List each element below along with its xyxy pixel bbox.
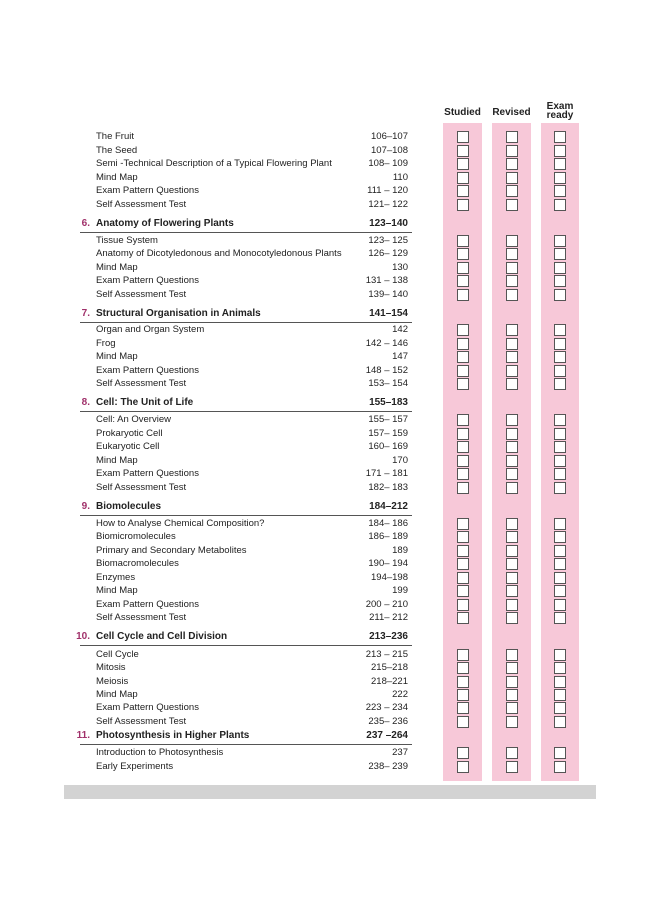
topic-title: Mitosis bbox=[96, 662, 126, 673]
exam-ready-checkbox[interactable] bbox=[554, 172, 566, 184]
page-range: 182– 183 bbox=[368, 482, 408, 493]
exam-ready-checkbox[interactable] bbox=[554, 324, 566, 336]
studied-checkbox[interactable] bbox=[457, 599, 469, 611]
exam-ready-checkbox[interactable] bbox=[554, 572, 566, 584]
exam-ready-column-header: Exam ready bbox=[546, 101, 574, 121]
topic-row bbox=[0, 571, 660, 585]
revised-checkbox[interactable] bbox=[506, 572, 518, 584]
chapter-row bbox=[0, 217, 660, 231]
topic-title: Exam Pattern Questions bbox=[96, 275, 199, 286]
topic-row bbox=[0, 413, 660, 427]
revised-checkbox[interactable] bbox=[506, 585, 518, 597]
page-range: 218–221 bbox=[371, 676, 408, 687]
studied-checkbox[interactable] bbox=[457, 531, 469, 543]
topic-title: Organ and Organ System bbox=[96, 324, 205, 335]
page-range: 139– 140 bbox=[368, 289, 408, 300]
revised-checkbox[interactable] bbox=[506, 262, 518, 274]
revised-checkbox[interactable] bbox=[506, 689, 518, 701]
chapter-title: Cell Cycle and Cell Division bbox=[96, 631, 228, 642]
revised-checkbox[interactable] bbox=[506, 518, 518, 530]
revised-checkbox[interactable] bbox=[506, 414, 518, 426]
page-range: 111 – 120 bbox=[367, 185, 408, 196]
exam-ready-checkbox[interactable] bbox=[554, 199, 566, 211]
studied-checkbox[interactable] bbox=[457, 324, 469, 336]
topic-row bbox=[0, 234, 660, 248]
chapter-title: Cell: The Unit of Life bbox=[96, 397, 194, 408]
studied-checkbox[interactable] bbox=[457, 676, 469, 688]
page-range: 121– 122 bbox=[368, 199, 408, 210]
topic-row bbox=[0, 288, 660, 302]
page-range: 194–198 bbox=[371, 572, 408, 583]
topic-title: Anatomy of Dicotyledonous and Monocotyledonous Plants bbox=[96, 248, 342, 259]
revised-checkbox[interactable] bbox=[506, 145, 518, 157]
chapter-title: Photosynthesis in Higher Plants bbox=[96, 730, 250, 741]
topic-row bbox=[0, 557, 660, 571]
revised-checkbox[interactable] bbox=[506, 248, 518, 260]
chapter-row bbox=[0, 307, 660, 321]
revised-checkbox[interactable] bbox=[506, 702, 518, 714]
topic-row bbox=[0, 688, 660, 702]
revised-checkbox[interactable] bbox=[506, 455, 518, 467]
exam-ready-checkbox[interactable] bbox=[554, 545, 566, 557]
exam-ready-checkbox[interactable] bbox=[554, 662, 566, 674]
exam-ready-checkbox[interactable] bbox=[554, 747, 566, 759]
revised-checkbox[interactable] bbox=[506, 275, 518, 287]
topic-row bbox=[0, 377, 660, 391]
exam-ready-checkbox[interactable] bbox=[554, 235, 566, 247]
topic-title: Enzymes bbox=[96, 572, 136, 583]
page-range: 215–218 bbox=[371, 662, 408, 673]
revised-checkbox[interactable] bbox=[506, 531, 518, 543]
studied-checkbox[interactable] bbox=[457, 289, 469, 301]
topic-title: Biomacromolecules bbox=[96, 558, 179, 569]
revised-column-header: Revised bbox=[492, 107, 531, 118]
page-range: 211– 212 bbox=[369, 612, 408, 623]
topic-row bbox=[0, 584, 660, 598]
chapter-divider bbox=[80, 232, 412, 233]
topic-title: Early Experiments bbox=[96, 761, 174, 772]
page-range: 222 bbox=[392, 689, 408, 700]
exam-ready-checkbox[interactable] bbox=[554, 612, 566, 624]
page-range: 190– 194 bbox=[368, 558, 408, 569]
revised-checkbox[interactable] bbox=[506, 131, 518, 143]
studied-checkbox[interactable] bbox=[457, 131, 469, 143]
page-range: 186– 189 bbox=[368, 531, 408, 542]
page-range: 153– 154 bbox=[368, 378, 408, 389]
studied-checkbox[interactable] bbox=[457, 702, 469, 714]
topic-title: Self Assessment Test bbox=[96, 716, 187, 727]
studied-checkbox[interactable] bbox=[457, 365, 469, 377]
exam-ready-checkbox[interactable] bbox=[554, 248, 566, 260]
page-range: 213 – 215 bbox=[365, 649, 408, 660]
revised-checkbox[interactable] bbox=[506, 378, 518, 390]
revised-checkbox[interactable] bbox=[506, 612, 518, 624]
revised-checkbox[interactable] bbox=[506, 185, 518, 197]
topic-title: Mind Map bbox=[96, 351, 138, 362]
studied-checkbox[interactable] bbox=[457, 158, 469, 170]
revised-checkbox[interactable] bbox=[506, 716, 518, 728]
studied-checkbox[interactable] bbox=[457, 262, 469, 274]
page-range: 171 – 181 bbox=[365, 468, 408, 479]
topic-row bbox=[0, 171, 660, 185]
revised-checkbox[interactable] bbox=[506, 558, 518, 570]
revised-checkbox[interactable] bbox=[506, 172, 518, 184]
topic-title: Biomicromolecules bbox=[96, 531, 176, 542]
exam-ready-checkbox[interactable] bbox=[554, 338, 566, 350]
studied-checkbox[interactable] bbox=[457, 275, 469, 287]
page-range: 148 – 152 bbox=[365, 365, 408, 376]
studied-checkbox[interactable] bbox=[457, 689, 469, 701]
revised-checkbox[interactable] bbox=[506, 351, 518, 363]
topic-row bbox=[0, 274, 660, 288]
topic-row bbox=[0, 530, 660, 544]
page-range: 223 – 234 bbox=[365, 702, 408, 713]
footer-bar bbox=[64, 785, 596, 799]
topic-title: Mind Map bbox=[96, 262, 138, 273]
topic-row bbox=[0, 323, 660, 337]
exam-ready-checkbox[interactable] bbox=[554, 518, 566, 530]
topic-row bbox=[0, 427, 660, 441]
page-range: 106–107 bbox=[371, 131, 408, 142]
page-range: 131 – 138 bbox=[365, 275, 408, 286]
exam-ready-checkbox[interactable] bbox=[554, 428, 566, 440]
page-range: 107–108 bbox=[371, 145, 408, 156]
page-range: 170 bbox=[392, 455, 408, 466]
topic-row bbox=[0, 440, 660, 454]
topic-title: Mind Map bbox=[96, 585, 138, 596]
topic-title: Frog bbox=[96, 338, 116, 349]
studied-checkbox[interactable] bbox=[457, 558, 469, 570]
topic-row bbox=[0, 144, 660, 158]
topic-row bbox=[0, 544, 660, 558]
topic-row bbox=[0, 746, 660, 760]
page-range: 160– 169 bbox=[368, 441, 408, 452]
topic-row bbox=[0, 454, 660, 468]
exam-ready-checkbox[interactable] bbox=[554, 275, 566, 287]
topic-row bbox=[0, 130, 660, 144]
exam-ready-checkbox[interactable] bbox=[554, 585, 566, 597]
exam-ready-checkbox[interactable] bbox=[554, 441, 566, 453]
studied-checkbox[interactable] bbox=[457, 378, 469, 390]
chapter-row bbox=[0, 500, 660, 514]
studied-checkbox[interactable] bbox=[457, 662, 469, 674]
topic-row bbox=[0, 157, 660, 171]
exam-ready-checkbox[interactable] bbox=[554, 716, 566, 728]
studied-checkbox[interactable] bbox=[457, 199, 469, 211]
topic-title: Exam Pattern Questions bbox=[96, 702, 199, 713]
exam-ready-checkbox[interactable] bbox=[554, 378, 566, 390]
page-range: 189 bbox=[392, 545, 408, 556]
revised-checkbox[interactable] bbox=[506, 365, 518, 377]
topic-row bbox=[0, 261, 660, 275]
topic-title: Cell: An Overview bbox=[96, 414, 171, 425]
topic-title: Mind Map bbox=[96, 172, 138, 183]
studied-checkbox[interactable] bbox=[457, 441, 469, 453]
studied-checkbox[interactable] bbox=[457, 747, 469, 759]
exam-ready-checkbox[interactable] bbox=[554, 455, 566, 467]
topic-title: Mind Map bbox=[96, 689, 138, 700]
studied-checkbox[interactable] bbox=[457, 761, 469, 773]
chapter-title: Structural Organisation in Animals bbox=[96, 308, 261, 319]
chapter-row bbox=[0, 396, 660, 410]
topic-row bbox=[0, 760, 660, 774]
studied-checkbox[interactable] bbox=[457, 572, 469, 584]
page-range: 126– 129 bbox=[368, 248, 408, 259]
studied-checkbox[interactable] bbox=[457, 235, 469, 247]
topic-title: Self Assessment Test bbox=[96, 612, 187, 623]
chapter-divider bbox=[80, 515, 412, 516]
studied-checkbox[interactable] bbox=[457, 185, 469, 197]
studied-checkbox[interactable] bbox=[457, 612, 469, 624]
page-range: 184–212 bbox=[369, 501, 408, 512]
topic-title: Eukaryotic Cell bbox=[96, 441, 160, 452]
exam-ready-checkbox[interactable] bbox=[554, 351, 566, 363]
topic-title: Meiosis bbox=[96, 676, 129, 687]
chapter-number: 8. bbox=[81, 397, 90, 408]
revised-checkbox[interactable] bbox=[506, 599, 518, 611]
topic-title: Self Assessment Test bbox=[96, 482, 187, 493]
topic-title: The Fruit bbox=[96, 131, 135, 142]
revised-checkbox[interactable] bbox=[506, 468, 518, 480]
topic-row bbox=[0, 675, 660, 689]
revised-checkbox[interactable] bbox=[506, 662, 518, 674]
studied-checkbox[interactable] bbox=[457, 172, 469, 184]
topic-row bbox=[0, 715, 660, 729]
topic-title: Cell Cycle bbox=[96, 649, 139, 660]
studied-checkbox[interactable] bbox=[457, 351, 469, 363]
exam-ready-checkbox[interactable] bbox=[554, 599, 566, 611]
topic-title: Mind Map bbox=[96, 455, 138, 466]
topic-title: Tissue System bbox=[96, 235, 158, 246]
topic-row bbox=[0, 337, 660, 351]
revised-checkbox[interactable] bbox=[506, 338, 518, 350]
revised-checkbox[interactable] bbox=[506, 649, 518, 661]
page-range: 108– 109 bbox=[368, 158, 408, 169]
exam-ready-checkbox[interactable] bbox=[554, 482, 566, 494]
chapter-divider bbox=[80, 744, 412, 745]
topic-title: Semi -Technical Description of a Typical Flowering Plant bbox=[96, 158, 332, 169]
topic-title: Introduction to Photosynthesis bbox=[96, 747, 224, 758]
topic-title: Primary and Secondary Metabolites bbox=[96, 545, 247, 556]
topic-title: The Seed bbox=[96, 145, 138, 156]
studied-checkbox[interactable] bbox=[457, 716, 469, 728]
studied-column-header: Studied bbox=[444, 107, 481, 118]
revised-checkbox[interactable] bbox=[506, 441, 518, 453]
studied-checkbox[interactable] bbox=[457, 649, 469, 661]
exam-ready-checkbox[interactable] bbox=[554, 531, 566, 543]
exam-ready-checkbox[interactable] bbox=[554, 761, 566, 773]
topic-row bbox=[0, 648, 660, 662]
exam-ready-checkbox[interactable] bbox=[554, 702, 566, 714]
exam-ready-checkbox[interactable] bbox=[554, 131, 566, 143]
topic-row bbox=[0, 701, 660, 715]
chapter-number: 9. bbox=[81, 501, 90, 512]
revised-checkbox[interactable] bbox=[506, 324, 518, 336]
topic-row bbox=[0, 467, 660, 481]
topic-title: Exam Pattern Questions bbox=[96, 365, 199, 376]
chapter-row bbox=[0, 729, 660, 743]
page-range: 142 bbox=[392, 324, 408, 335]
topic-title: Exam Pattern Questions bbox=[96, 468, 199, 479]
page-range: 155–183 bbox=[369, 397, 408, 408]
exam-ready-checkbox[interactable] bbox=[554, 365, 566, 377]
studied-checkbox[interactable] bbox=[457, 585, 469, 597]
page-range: 238– 239 bbox=[368, 761, 408, 772]
revised-checkbox[interactable] bbox=[506, 289, 518, 301]
topic-row bbox=[0, 184, 660, 198]
chapter-title: Anatomy of Flowering Plants bbox=[96, 218, 234, 229]
exam-ready-checkbox[interactable] bbox=[554, 262, 566, 274]
topic-row bbox=[0, 198, 660, 212]
chapter-number: 7. bbox=[81, 308, 90, 319]
exam-ready-checkbox[interactable] bbox=[554, 289, 566, 301]
exam-ready-checkbox[interactable] bbox=[554, 649, 566, 661]
revised-checkbox[interactable] bbox=[506, 199, 518, 211]
page-range: 141–154 bbox=[369, 308, 408, 319]
studied-checkbox[interactable] bbox=[457, 248, 469, 260]
studied-checkbox[interactable] bbox=[457, 145, 469, 157]
chapter-number: 10. bbox=[76, 631, 90, 642]
page-range: 237 bbox=[392, 747, 408, 758]
revised-checkbox[interactable] bbox=[506, 676, 518, 688]
topic-title: Self Assessment Test bbox=[96, 378, 187, 389]
page-range: 199 bbox=[392, 585, 408, 596]
page-range: 200 – 210 bbox=[365, 599, 408, 610]
exam-ready-checkbox[interactable] bbox=[554, 676, 566, 688]
page-range: 213–236 bbox=[369, 631, 408, 642]
page-range: 130 bbox=[392, 262, 408, 273]
page-range: 142 – 146 bbox=[365, 338, 408, 349]
page-range: 157– 159 bbox=[368, 428, 408, 439]
chapter-divider bbox=[80, 411, 412, 412]
page-range: 147 bbox=[392, 351, 408, 362]
studied-checkbox[interactable] bbox=[457, 428, 469, 440]
chapter-row bbox=[0, 630, 660, 644]
page-range: 123–140 bbox=[369, 218, 408, 229]
studied-checkbox[interactable] bbox=[457, 468, 469, 480]
topic-title: How to Analyse Chemical Composition? bbox=[96, 518, 265, 529]
page-range: 110 bbox=[392, 172, 408, 183]
chapter-number: 11. bbox=[76, 730, 90, 741]
studied-checkbox[interactable] bbox=[457, 482, 469, 494]
chapter-divider bbox=[80, 645, 412, 646]
studied-checkbox[interactable] bbox=[457, 455, 469, 467]
page-range: 237 –264 bbox=[366, 730, 408, 741]
exam-ready-checkbox[interactable] bbox=[554, 558, 566, 570]
exam-ready-checkbox[interactable] bbox=[554, 414, 566, 426]
page-range: 155– 157 bbox=[368, 414, 408, 425]
topic-row bbox=[0, 598, 660, 612]
revised-checkbox[interactable] bbox=[506, 428, 518, 440]
revised-checkbox[interactable] bbox=[506, 761, 518, 773]
studied-checkbox[interactable] bbox=[457, 414, 469, 426]
revised-checkbox[interactable] bbox=[506, 545, 518, 557]
studied-checkbox[interactable] bbox=[457, 338, 469, 350]
topic-row bbox=[0, 517, 660, 531]
revised-checkbox[interactable] bbox=[506, 482, 518, 494]
topic-title: Prokaryotic Cell bbox=[96, 428, 163, 439]
exam-ready-checkbox[interactable] bbox=[554, 185, 566, 197]
chapter-number: 6. bbox=[81, 218, 90, 229]
topic-row bbox=[0, 611, 660, 625]
studied-checkbox[interactable] bbox=[457, 518, 469, 530]
revised-checkbox[interactable] bbox=[506, 158, 518, 170]
topic-title: Self Assessment Test bbox=[96, 199, 187, 210]
topic-row bbox=[0, 350, 660, 364]
exam-ready-checkbox[interactable] bbox=[554, 468, 566, 480]
revised-checkbox[interactable] bbox=[506, 235, 518, 247]
chapter-title: Biomolecules bbox=[96, 501, 162, 512]
exam-ready-checkbox[interactable] bbox=[554, 689, 566, 701]
page-range: 123– 125 bbox=[368, 235, 408, 246]
topic-row bbox=[0, 364, 660, 378]
studied-checkbox[interactable] bbox=[457, 545, 469, 557]
topic-title: Self Assessment Test bbox=[96, 289, 187, 300]
topic-title: Exam Pattern Questions bbox=[96, 185, 199, 196]
revised-checkbox[interactable] bbox=[506, 747, 518, 759]
page-range: 184– 186 bbox=[368, 518, 408, 529]
exam-ready-checkbox[interactable] bbox=[554, 158, 566, 170]
page-range: 235– 236 bbox=[368, 716, 408, 727]
topic-row bbox=[0, 661, 660, 675]
topic-row bbox=[0, 247, 660, 261]
exam-ready-checkbox[interactable] bbox=[554, 145, 566, 157]
topic-title: Exam Pattern Questions bbox=[96, 599, 199, 610]
topic-row bbox=[0, 481, 660, 495]
